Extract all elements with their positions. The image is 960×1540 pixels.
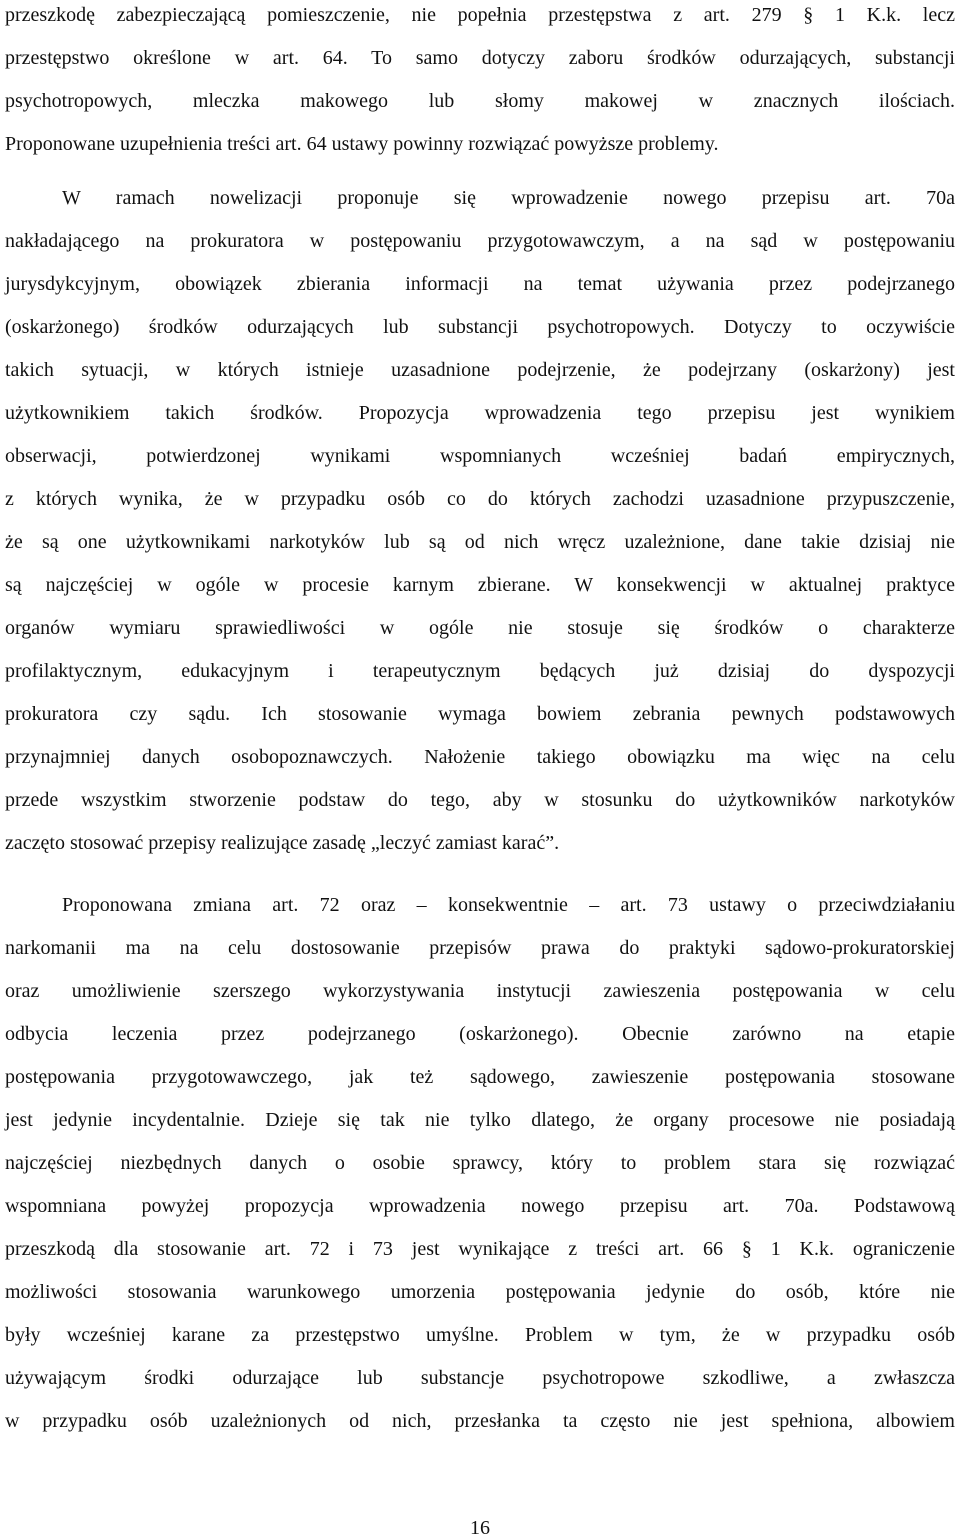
text-line: profilaktycznym, edukacyjnym i terapeutycznym będących już dzisiaj do dyspozycji	[5, 660, 955, 682]
text-line: nakładającego na prokuratora w postępowaniu przygotowawczym, a na sąd w postępowaniu	[5, 230, 955, 252]
text-line: z których wynika, że w przypadku osób co do których zachodzi uzasadnione przypuszczenie,	[5, 488, 955, 510]
text-line: narkomanii ma na celu dostosowanie przepisów prawa do praktyki sądowo-prokuratorskiej	[5, 937, 955, 959]
text-line: możliwości stosowania warunkowego umorzenia postępowania jedynie do osób, które nie	[5, 1281, 955, 1303]
text-line: używającym środki odurzające lub substancje psychotropowe szkodliwe, a zwłaszcza	[5, 1367, 955, 1389]
text-line: jurysdykcyjnym, obowiązek zbierania informacji na temat używania przez podejrzanego	[5, 273, 955, 295]
text-line: w przypadku osób uzależnionych od nich, przesłanka ta często nie jest spełniona, albowiem	[5, 1410, 955, 1432]
text-line: obserwacji, potwierdzonej wynikami wspomnianych wcześniej badań empirycznych,	[5, 445, 955, 467]
text-line: są najczęściej w ogóle w procesie karnym zbierane. W konsekwencji w aktualnej praktyce	[5, 574, 955, 596]
text-line: Proponowana zmiana art. 72 oraz – konsekwentnie – art. 73 ustawy o przeciwdziałaniu	[62, 894, 955, 916]
text-line: użytkownikiem takich środków. Propozycja wprowadzenia tego przepisu jest wynikiem	[5, 402, 955, 424]
text-line: postępowania przygotowawczego, jak też sądowego, zawieszenie postępowania stosowane	[5, 1066, 955, 1088]
text-line: wspomniana powyżej propozycja wprowadzenia nowego przepisu art. 70a. Podstawową	[5, 1195, 955, 1217]
text-line: były wcześniej karane za przestępstwo umyślne. Problem w tym, że w przypadku osób	[5, 1324, 955, 1346]
text-line: najczęściej niezbędnych danych o osobie sprawcy, który to problem stara się rozwiązać	[5, 1152, 955, 1174]
text-line: organów wymiaru sprawiedliwości w ogóle nie stosuje się środków o charakterze	[5, 617, 955, 639]
text-line: przynajmniej danych osobopoznawczych. Nałożenie takiego obowiązku ma więc na celu	[5, 746, 955, 768]
text-line: przede wszystkim stworzenie podstaw do tego, aby w stosunku do użytkowników narkotyków	[5, 789, 955, 811]
text-line: Proponowane uzupełnienia treści art. 64 ustawy powinny rozwiązać powyższe problemy.	[5, 133, 719, 155]
text-line: jest jedynie incydentalnie. Dzieje się tak nie tylko dlatego, że organy procesowe nie posiadają	[5, 1109, 955, 1131]
text-line: W ramach nowelizacji proponuje się wprowadzenie nowego przepisu art. 70a	[62, 187, 955, 209]
text-line: (oskarżonego) środków odurzających lub substancji psychotropowych. Dotyczy to oczywiście	[5, 316, 955, 338]
text-line: przeszkodę zabezpieczającą pomieszczenie, nie popełnia przestępstwa z art. 279 § 1 K.k. lecz	[5, 4, 955, 26]
text-line: odbycia leczenia przez podejrzanego (oskarżonego). Obecnie zarówno na etapie	[5, 1023, 955, 1045]
text-line: psychotropowych, mleczka makowego lub słomy makowej w znacznych ilościach.	[5, 90, 955, 112]
text-line: że są one użytkownikami narkotyków lub są od nich wręcz uzależnione, dane takie dzisiaj nie	[5, 531, 955, 553]
text-line: takich sytuacji, w których istnieje uzasadnione podejrzenie, że podejrzany (oskarżony) jest	[5, 359, 955, 381]
page-number: 16	[470, 1517, 490, 1539]
text-line: prokuratora czy sądu. Ich stosowanie wymaga bowiem zebrania pewnych podstawowych	[5, 703, 955, 725]
text-line: oraz umożliwienie szerszego wykorzystywania instytucji zawieszenia postępowania w celu	[5, 980, 955, 1002]
text-line: przestępstwo określone w art. 64. To samo dotyczy zaboru środków odurzających, substancji	[5, 47, 955, 69]
text-line: przeszkodą dla stosowanie art. 72 i 73 jest wynikające z treści art. 66 § 1 K.k. ograniczenie	[5, 1238, 955, 1260]
text-line: zaczęto stosować przepisy realizujące zasadę „leczyć zamiast karać”.	[5, 832, 560, 854]
